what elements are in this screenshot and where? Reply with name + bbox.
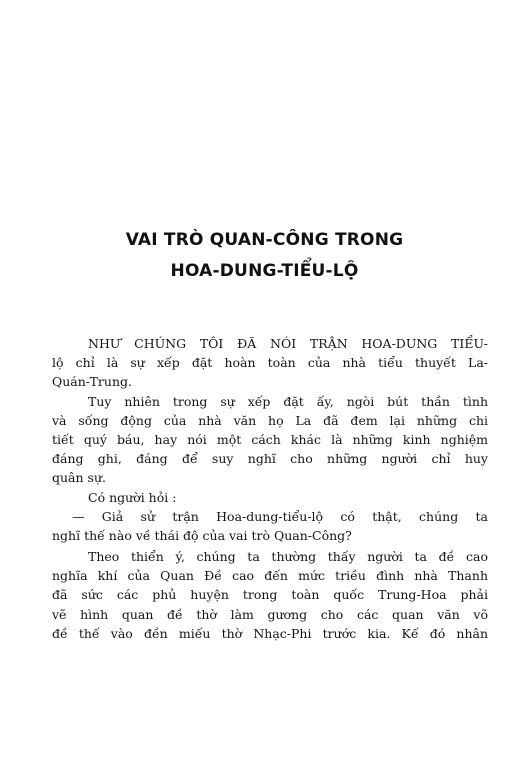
paragraph-1-line-2: lộ chỉ là sự xếp đặt hoàn toàn của nhà tiểu thuyết La-	[52, 355, 488, 371]
paragraph-1-line-1: NHƯ CHÚNG TÔI ĐÃ NÓI TRẬN HOA-DUNG TIỂU-	[88, 336, 488, 351]
paragraph-5-line-1: Theo thiển ý, chúng ta thường thấy người ta đề cao	[88, 549, 488, 565]
paragraph-1-line-3: Quán-Trung.	[52, 374, 132, 390]
body-text	[52, 334, 488, 643]
paragraph-5-line-5: đề thế vào đền miếu thờ Nhạc-Phi trước kia. Kế đó nhân	[52, 625, 488, 641]
paragraph-2-line-2: và sống động của nhà văn họ La đã đem lại những chi	[52, 412, 488, 428]
paragraph-4-line-2: nghĩ thế nào về thái độ của vai trò Quan-Công?	[52, 527, 352, 543]
paragraph-4-line-1: — Giả sử trận Hoa-dung-tiểu-lộ có thật, chúng ta	[72, 508, 488, 524]
paragraph-2-line-5: quân sự.	[52, 470, 106, 486]
paragraph-2-line-4: đáng ghi, đáng để suy nghĩ cho những người chỉ huy	[52, 451, 488, 467]
paragraph-5-line-4: vẽ hình quan đề thờ làm gương cho các quan văn võ	[52, 606, 488, 622]
paragraph-5-line-3: đã sức các phủ huyện trong toàn quốc Trung-Hoa phải	[52, 587, 488, 603]
chapter-title-line-1: VAI TRÒ QUAN-CÔNG TRONG	[125, 230, 404, 250]
chapter-title-line-2: HOA-DUNG-TIỂU-LỘ	[170, 261, 359, 281]
paragraph-5-line-2: nghĩa khí của Quan Đề cao đến mức triều đình nhà Thanh	[52, 568, 488, 584]
paragraph-2-line-3: tiết quý báu, hay nói một cách khác là những kinh nghiệm	[52, 431, 488, 447]
paragraph-2-line-1: Tuy nhiên trong sự xếp đặt ấy, ngòi bút thần tình	[88, 393, 488, 409]
paragraph-3-line-1: Có người hỏi :	[88, 489, 177, 505]
